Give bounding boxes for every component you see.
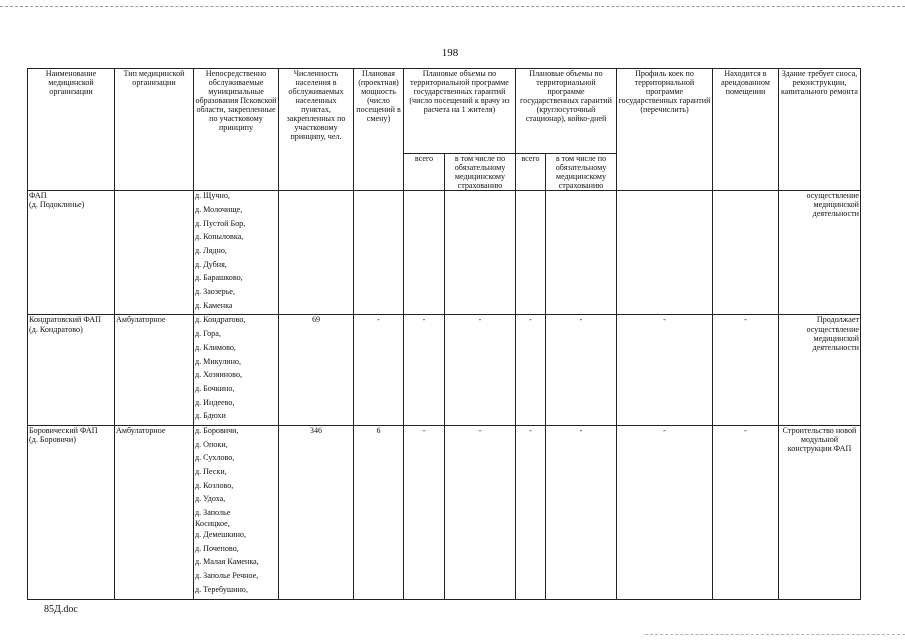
- bed-profile-cell: -: [617, 425, 713, 599]
- demolition-cell: Продолжает осуществление медицинской деятельности: [779, 315, 861, 426]
- header-org-type: Тип медицинской организации: [115, 69, 194, 191]
- visits-total-cell: -: [404, 315, 445, 426]
- village-item: д. Бдюхи: [195, 411, 226, 421]
- rented-cell: [713, 191, 779, 315]
- village-item: д. Дубня,: [195, 259, 227, 269]
- visits-oms-cell: -: [445, 425, 516, 599]
- villages-cell: [194, 315, 279, 426]
- org-name: ФАП: [29, 191, 47, 201]
- village-item: д. Микулино,: [195, 356, 241, 366]
- beds-total-cell: [516, 191, 546, 315]
- village-item: д. Теребушино,: [195, 584, 248, 594]
- table-row: [28, 425, 861, 599]
- org-type-cell: [115, 191, 194, 315]
- page-number: 198: [441, 47, 459, 59]
- rented-cell: -: [713, 425, 779, 599]
- village-item: д. Козлово,: [195, 480, 234, 490]
- org-name-cell: [28, 315, 115, 426]
- demolition-cell: Строительство новой модульной конструкции ФАП: [779, 425, 861, 599]
- village-item: д. Хозяиново,: [195, 370, 243, 380]
- village-item: д. Опоки,: [195, 439, 228, 449]
- villages-cell: [194, 191, 279, 315]
- org-type-cell: Амбулаторное: [115, 425, 194, 599]
- table-row: [28, 315, 861, 426]
- village-item: д. Барашково,: [195, 273, 243, 283]
- beds-oms-cell: -: [546, 315, 617, 426]
- village-item: д. Малая Каменка,: [195, 557, 259, 567]
- org-name: Кондратовский ФАП: [29, 315, 101, 325]
- village-item: д. Кондратово,: [195, 315, 246, 325]
- header-population: Численность населения в обслуживаемых населенных пунктах, закрепленных по участковому принципу, чел.: [279, 69, 354, 191]
- capacity-cell: -: [354, 315, 404, 426]
- org-location: (д. Кондратово): [29, 324, 83, 334]
- header-planned-beds: Плановые объемы по территориальной программе государственных гарантий (круглосуточный стационар), койко-дней: [516, 69, 617, 154]
- header-demolition: Здание требует сноса, реконструкции, капитального ремонта: [779, 69, 861, 191]
- village-item: д. Щучно,: [195, 191, 230, 201]
- subheader-beds-oms: в том числе по обязательному медицинскому страхованию: [546, 154, 617, 191]
- demolition-cell: осуществление медицинской деятельности: [779, 191, 861, 315]
- village-item: д. Боровичи,: [195, 425, 239, 435]
- header-capacity: Плановая (проектная) мощность (число посещений в смену): [354, 69, 404, 191]
- header-bed-profile: Профиль коек по территориальной программе государственных гарантий (перечислить): [617, 69, 713, 191]
- beds-total-cell: -: [516, 315, 546, 426]
- scan-edge-top: [0, 6, 905, 7]
- village-item: д. Климово,: [195, 342, 236, 352]
- village-item: д. Бочкино,: [195, 383, 235, 393]
- village-list: [195, 315, 277, 425]
- visits-total-cell: -: [404, 425, 445, 599]
- facilities-table: [27, 68, 861, 600]
- org-location: (д. Боровичи): [29, 435, 76, 444]
- org-name-cell: [28, 191, 115, 315]
- visits-oms-cell: -: [445, 315, 516, 426]
- beds-oms-cell: [546, 191, 617, 315]
- village-item: д. Пустой Бор,: [195, 218, 246, 228]
- village-item: д. Почепово,: [195, 543, 239, 553]
- scan-edge-bottom: [645, 634, 905, 635]
- header-rented: Находится в арендованном помещении: [713, 69, 779, 191]
- footer-filename: 85Д.doc: [44, 604, 78, 615]
- visits-oms-cell: [445, 191, 516, 315]
- population-cell: 69: [279, 315, 354, 426]
- org-type-cell: Амбулаторное: [115, 315, 194, 426]
- village-item: Косицкое,: [195, 519, 230, 529]
- village-item: д. Заполье: [195, 508, 231, 518]
- subheader-visits-oms: в том числе по обязательному медицинскому страхованию: [445, 154, 516, 191]
- village-item: д. Демешкино,: [195, 530, 246, 540]
- rented-cell: -: [713, 315, 779, 426]
- org-location: (д. Подоклинье): [29, 200, 85, 210]
- visits-total-cell: [404, 191, 445, 315]
- bed-profile-cell: -: [617, 315, 713, 426]
- subheader-beds-total: всего: [516, 154, 546, 191]
- village-item: д. Лядно,: [195, 246, 227, 255]
- village-item: д. Копыловка,: [195, 232, 244, 242]
- village-item: д. Индеево,: [195, 397, 235, 407]
- population-cell: [279, 191, 354, 315]
- org-name-cell: [28, 425, 115, 599]
- village-item: д. Удоха,: [195, 494, 226, 504]
- header-municipalities: Непосредственно обслуживаемые муниципальные образования Псковской области, закрепленные по участковому принципу: [194, 69, 279, 191]
- header-row: [28, 69, 861, 154]
- beds-total-cell: -: [516, 425, 546, 599]
- village-item: д. Пески,: [195, 467, 227, 476]
- village-item: д. Заполье Речное,: [195, 571, 259, 581]
- capacity-cell: [354, 191, 404, 315]
- subheader-visits-total: всего: [404, 154, 445, 191]
- capacity-cell: 6: [354, 425, 404, 599]
- header-planned-visits: Плановые объемы по территориальной программе государственных гарантий (число посещений к врачу из расчета на 1 жителя): [404, 69, 516, 154]
- village-item: д. Молочище,: [195, 204, 243, 214]
- population-cell: 346: [279, 425, 354, 599]
- village-item: д. Сухлово,: [195, 453, 235, 463]
- org-name: Боровический ФАП: [29, 425, 98, 435]
- village-item: д. Каменка: [195, 300, 233, 310]
- bed-profile-cell: [617, 191, 713, 315]
- village-list: [195, 191, 277, 314]
- beds-oms-cell: -: [546, 425, 617, 599]
- header-org-name: Наименование медицинской организации: [28, 69, 115, 191]
- villages-cell: [194, 425, 279, 599]
- village-list: [195, 426, 277, 599]
- village-item: д. Гора,: [195, 329, 221, 339]
- table-row: [28, 191, 861, 315]
- village-item: д. Заозерье,: [195, 287, 236, 297]
